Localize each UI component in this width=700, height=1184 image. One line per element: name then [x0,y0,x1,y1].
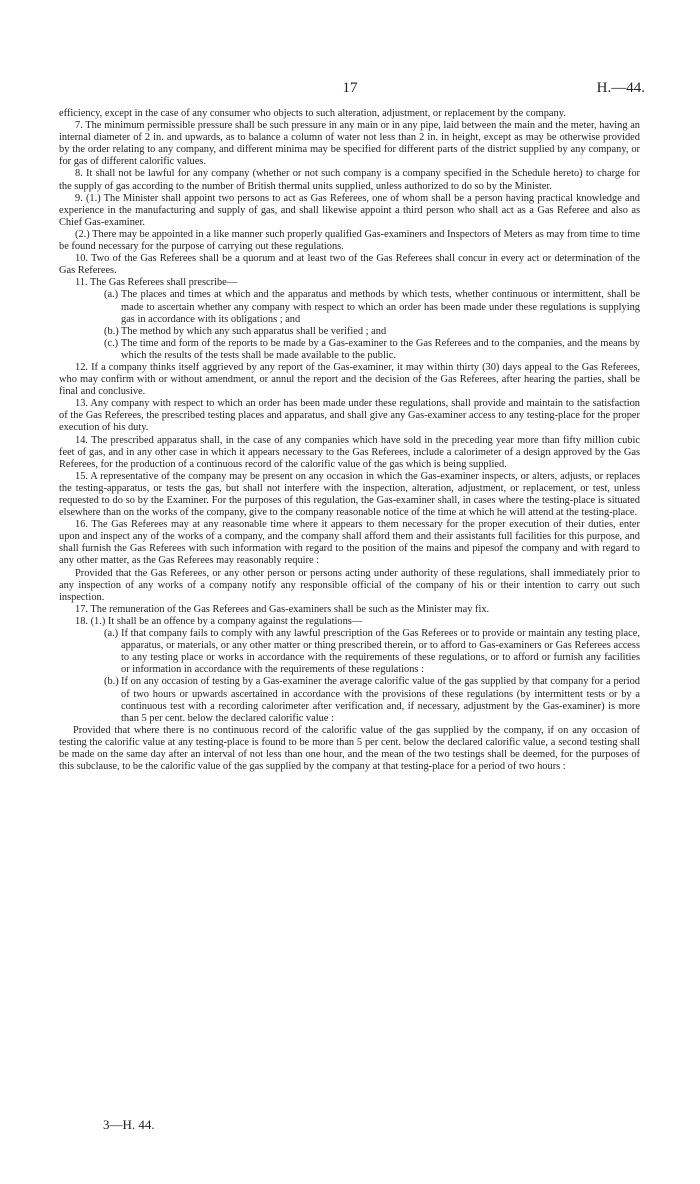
page-number: 17 [342,80,358,96]
list-text: If on any occasion of testing by a Gas-examiner the average calorific value of the gas supplied by that company for a period of two hours or upwards ascertained in accordance with the provisions of these regulations (by intermittent tests or by a continuous test with a recording calorimeter after verification and, if necessary, adjustment by the Gas-examiner) is more than 5 per cent. below the declared calorific value : [121,676,640,724]
list-label: (a.) [104,628,119,640]
list-item-18a [104,628,640,676]
paragraph-18b-proviso: Provided that where there is no continuous record of the calorific value of the gas supplied by the company, if on any occasion of testing the calorific value at any testing-place is found to be more than 5 per cent. below the declared calorific value, a second testing shall be made on the same day after an interval of not less than one hour, and the mean of the two testings shall be deemed, for the purposes of this subclause, to be the calorific value of the gas supplied by the company at that testing-place for a period of two hours : [59,724,640,773]
paragraph-15: 15. A representative of the company may be present on any occasion in which the Gas-examiner inspects, or alters, adjusts, or replaces the testing-apparatus, or tests the gas, but shall not interfere with the inspection, alteration, adjustment, or replacement, or test, unless requested to do so by the Examiner. For the purposes of this regulation, the Gas-examiner shall, in cases where the testing-place is situated elsewhere than on the works of the company, give to the company reasonable notice of the time at which he will attend at the testing-place. [59,470,640,519]
list-text: The time and form of the reports to be made by a Gas-examiner to the Gas Referees and to the companies, and the means by which the results of the tests shall be made available to the public. [121,337,640,361]
list-text: The places and times at which and the apparatus and methods by which tests, whether continuous or intermittent, shall be made to ascertain whether any company with respect to which an order has been made under these regulations is supplying gas in accordance with its obligations ; and [121,289,640,325]
list-label: (a.) [104,289,119,301]
paragraph-9-1: 9. (1.) The Minister shall appoint two persons to act as Gas Referees, one of whom shall be a person having practical knowledge and experience in the manufacturing and supply of gas, and shall likewise appoint a third person who shall act as a Gas Referee and also as Chief Gas-examiner. [59,192,640,228]
paragraph-13: 13. Any company with respect to which an order has been made under these regulations, shall provide and maintain to the satisfaction of the Gas Referees, the prescribed testing places and apparatus, and shall give any Gas-examiner access to any testing-place for the proper execution of his duty. [59,398,640,434]
list-item-11b [104,326,640,338]
list-item-11c [104,338,640,362]
paragraph-16-proviso: Provided that the Gas Referees, or any other person or persons acting under authority of these regulations, shall immediately prior to any inspection of any works of a company notify any responsible official of the company of his or their intention to carry out such inspection. [59,567,640,603]
list-text: The method by which any such apparatus shall be verified ; and [121,325,387,337]
list-text: If that company fails to comply with any lawful prescription of the Gas Referees or to provide or maintain any testing place, apparatus, or materials, or any other matter or thing prescribed therein, or to afford to Gas-examiners or Gas Referees access to any testing place or works in accordance with the requirements of these regulations, or to afford or furnish any facilities or information in accordance with the requirements of these regulations : [121,628,640,676]
list-label: (c.) [104,337,119,349]
document-reference: H.—44. [596,80,645,96]
paragraph-12: 12. If a company thinks itself aggrieved by any report of the Gas-examiner, it may within thirty (30) days appeal to the Gas Referees, who may confirm with or without amendment, or annul the report and the decision of the Gas Referees, after hearing the parties, shall be final and conclusive. [59,361,640,398]
list-label: (b.) [104,676,119,688]
paragraph-17: 17. The remuneration of the Gas Referees and Gas-examiners shall be such as the Minister may fix. [75,603,490,615]
paragraph-16: 16. The Gas Referees may at any reasonable time where it appears to them necessary for the proper execution of their duties, enter upon and inspect any of the works of a company, and the company shall afford them and their assistants full facilities for this purpose, and shall furnish the Gas Referees with such information with regard to the position of the mains and pipesof the company and with regard to any other matter, as the Gas Referees may reasonably require : [59,519,640,567]
paragraph-11: 11. The Gas Referees shall prescribe— [75,277,238,289]
list-label: (b.) [104,325,119,337]
paragraph-continuation: efficiency, except in the case of any consumer who objects to such alteration, adjustment, or replacement by the company. [59,108,566,119]
footer-signature: 3—H. 44. [103,1117,155,1132]
list-item-18b [104,676,640,724]
paragraph-7: 7. The minimum permissible pressure shall be such pressure in any main or in any pipe, laid between the main and the meter, having an internal diameter of 2 in. and upwards, as to balance a column of water not less than 2 in. in height, except as may be otherwise provided by the order relating to any company, and different minima may be specified for different parts of the district supplied by any company, or for gas of different calorific values. [59,120,640,168]
paragraph-14: 14. The prescribed apparatus shall, in the case of any companies which have sold in the preceding year more than fifty million cubic feet of gas, and in any other case in which it appears necessary to the Gas Referees, include a calorimeter of a design approved by the Gas Referees, for the production of a continuous record of the calorific value of the gas which is being supplied. [59,434,640,470]
paragraph-18-1: 18. (1.) It shall be an offence by a company against the regulations— [75,615,363,627]
paragraph-10: 10. Two of the Gas Referees shall be a quorum and at least two of the Gas Referees shall concur in every act or determination of the Gas Referees. [59,253,640,277]
document-body [59,108,640,773]
paragraph-8: 8. It shall not be lawful for any company (whether or not such company is a company specified in the Schedule hereto) to charge for the supply of gas according to the number of British thermal units supplied, unless authorized to do so by the Minister. [59,168,640,192]
list-item-11a [104,289,640,325]
paragraph-9-2: (2.) There may be appointed in a like manner such properly qualified Gas-examiners and Inspectors of Meters as may from time to time be found necessary for the purpose of carrying out these regulations. [59,228,640,253]
